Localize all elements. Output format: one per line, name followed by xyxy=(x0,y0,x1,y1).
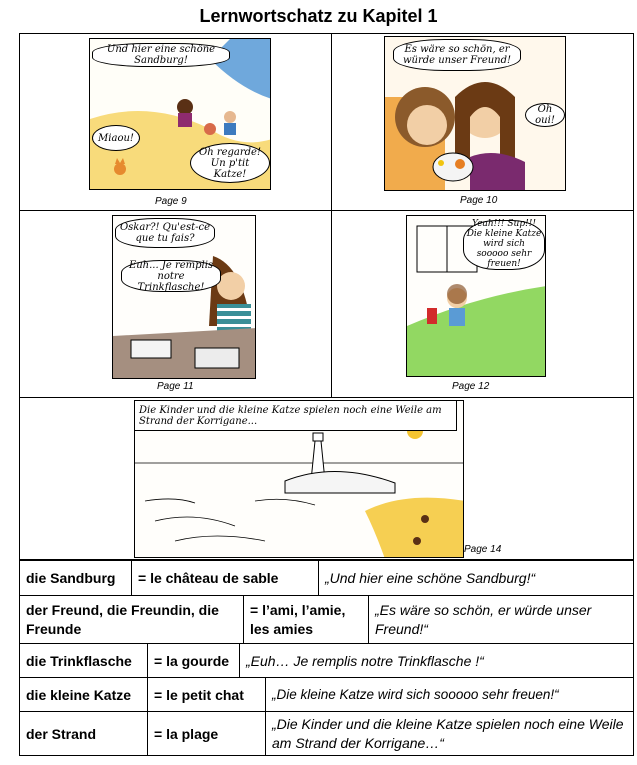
panel-caption: Page 10 xyxy=(460,195,498,206)
vocab-row xyxy=(19,596,634,644)
grid-cell-page-10 xyxy=(332,34,633,211)
vocab-row xyxy=(19,644,634,678)
vocab-example: „Die Kinder und die kleine Katze spielen noch eine Weile am Strand der Korrigane…“ xyxy=(272,716,624,751)
grid-cell-page-9 xyxy=(20,34,332,211)
speech-bubble: Es wäre so schön, er würde unser Freund! xyxy=(393,39,521,71)
vocab-french: = le petit chat xyxy=(148,678,266,711)
speech-bubble: Miaou! xyxy=(92,125,140,151)
vocab-german: der Freund, die Freundin, die Freunde xyxy=(20,596,244,643)
grid-cell-page-12 xyxy=(332,211,633,398)
narration-box: Die Kinder und die kleine Katze spielen noch eine Weile am Strand der Korrigane... xyxy=(135,401,457,431)
comic-panel-page-14 xyxy=(134,400,464,558)
comic-grid xyxy=(19,33,634,560)
vocab-german: die Trinkflasche xyxy=(20,644,148,677)
panel-caption: Page 14 xyxy=(464,544,502,555)
comic-panel-page-9 xyxy=(89,38,271,190)
speech-bubble: Euh... Je remplis notre Trinkflasche! xyxy=(121,260,221,292)
comic-panel-page-11 xyxy=(112,215,256,379)
vocab-row xyxy=(19,712,634,756)
vocab-example: „Die kleine Katze wird sich sooooo sehr freuen!“ xyxy=(272,687,559,702)
vocab-row xyxy=(19,560,634,596)
speech-bubble: Oskar?! Qu'est-ce que tu fais? xyxy=(115,218,215,248)
vocab-french: = la gourde xyxy=(148,644,240,677)
speech-bubble: Yeah!!! Sup!!! Die kleine Katze wird sich sooooo sehr freuen! xyxy=(463,220,545,270)
speech-bubble: Und hier eine schöne Sandburg! xyxy=(92,43,230,67)
vocab-french: = le château de sable xyxy=(132,561,319,595)
panel-caption: Page 11 xyxy=(157,381,194,392)
panel-caption: Page 9 xyxy=(155,196,187,207)
grid-cell-page-11 xyxy=(20,211,332,398)
vocab-french: = la plage xyxy=(148,712,266,755)
speech-bubble: Oh regarde! Un p'tit Katze! xyxy=(190,143,270,183)
vocab-row xyxy=(19,678,634,712)
vocab-example: „Es wäre so schön, er würde unser Freund!“ xyxy=(375,601,592,637)
vocab-french: = l’ami, l’amie, les amies xyxy=(244,596,369,643)
page-title: Lernwortschatz zu Kapitel 1 xyxy=(199,6,438,26)
grid-cell-page-14 xyxy=(20,398,633,559)
vocab-german: die kleine Katze xyxy=(20,678,148,711)
vocab-example: „Euh… Je remplis notre Trinkflasche !“ xyxy=(246,652,484,669)
speech-bubble: Oh oui! xyxy=(525,103,565,127)
comic-panel-page-12 xyxy=(406,215,546,377)
panel-caption: Page 12 xyxy=(452,381,490,392)
vocab-german: die Sandburg xyxy=(20,561,132,595)
vocab-german: der Strand xyxy=(20,712,148,755)
vocab-example: „Und hier eine schöne Sandburg!“ xyxy=(325,570,536,586)
comic-panel-page-10 xyxy=(384,36,566,191)
